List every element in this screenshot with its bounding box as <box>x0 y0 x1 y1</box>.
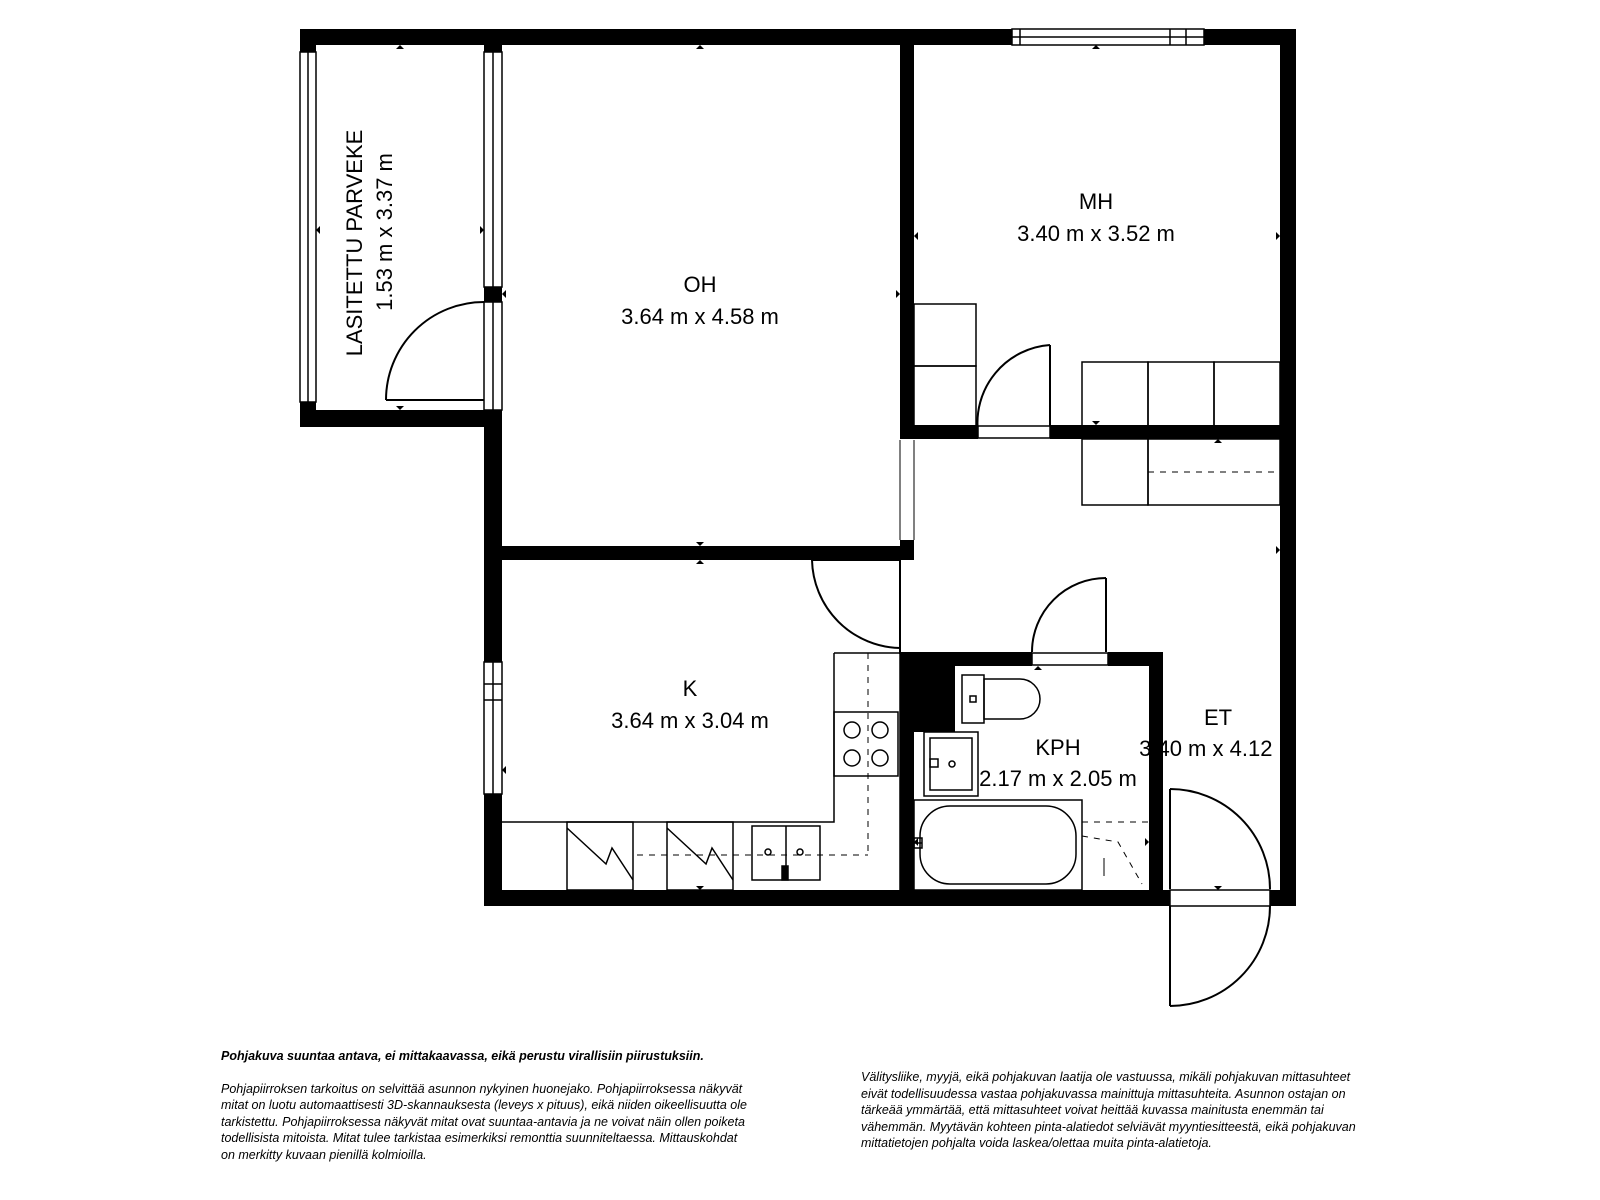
room-name-bathroom: KPH <box>1035 735 1081 760</box>
room-name-balcony: LASITETTU PARVEKE <box>342 129 367 357</box>
disclaimer-right-text: Välitysliike, myyjä, eikä pohjakuvan laatija ole vastuussa, mikäli pohjakuvan mittasuhteet eivät todellisuudessa vastaa pohjakuvassa mainittuja mittasuhteita. Asunnon ostajan on tärkeää ymmärtää, että mittasuhteet voivat heittää kuvassa mainitusta enemmän tai vähemmän. Myytävän kohteen pinta-alatiedot selviävät myyntiesitteestä, eikä pohjakuvan mittatietojen pohjalta voida laskea/olettaa muita pinta-alatietoja. <box>861 1070 1356 1150</box>
room-dims-hall: 3.40 m x 4.12 m <box>1139 736 1297 761</box>
walls <box>300 29 1296 906</box>
room-dims-living: 3.64 m x 4.58 m <box>621 304 779 329</box>
disclaimer-left-text: Pohjapiirroksen tarkoitus on selvittää asunnon nykyinen huonejako. Pohjapiirroksessa näkyvät mitat on luotu automaattisesti 3D-skannauksesta (leveys x pituus), eikä niiden oikeellisuutta ole tarkistettu. Pohjapiirroksessa näkyvät mitat ovat suuntaa-antavia ja ne voivat näin ollen poiketa todellisista mitoista. Mitat tulee tarkistaa esimerkiksi remonttia suunniteltaessa. Mittauskohdat on merkitty kuvaan pienillä kolmioilla. <box>221 1081 747 1162</box>
disclaimer-headline: Pohjakuva suuntaa antava, ei mittakaavassa, eikä perustu virallisiin piirustuksiin. <box>221 1049 704 1063</box>
room-dims-kitchen: 3.64 m x 3.04 m <box>611 708 769 733</box>
disclaimer-left <box>221 1048 751 1163</box>
measurement-markers <box>316 45 1280 890</box>
room-name-bedroom: MH <box>1078 189 1114 214</box>
room-name-living: OH <box>683 272 717 297</box>
disclaimer-right <box>861 1069 1361 1152</box>
room-dims-balcony: 1.53 m x 3.37 m <box>372 153 397 311</box>
room-dims-bedroom: 3.40 m x 3.52 m <box>1017 221 1175 246</box>
room-name-kitchen: K <box>682 676 698 701</box>
room-dims-bathroom: 2.17 m x 2.05 m <box>979 766 1137 791</box>
room-name-hall: ET <box>1203 705 1233 730</box>
fixtures <box>502 304 1280 890</box>
